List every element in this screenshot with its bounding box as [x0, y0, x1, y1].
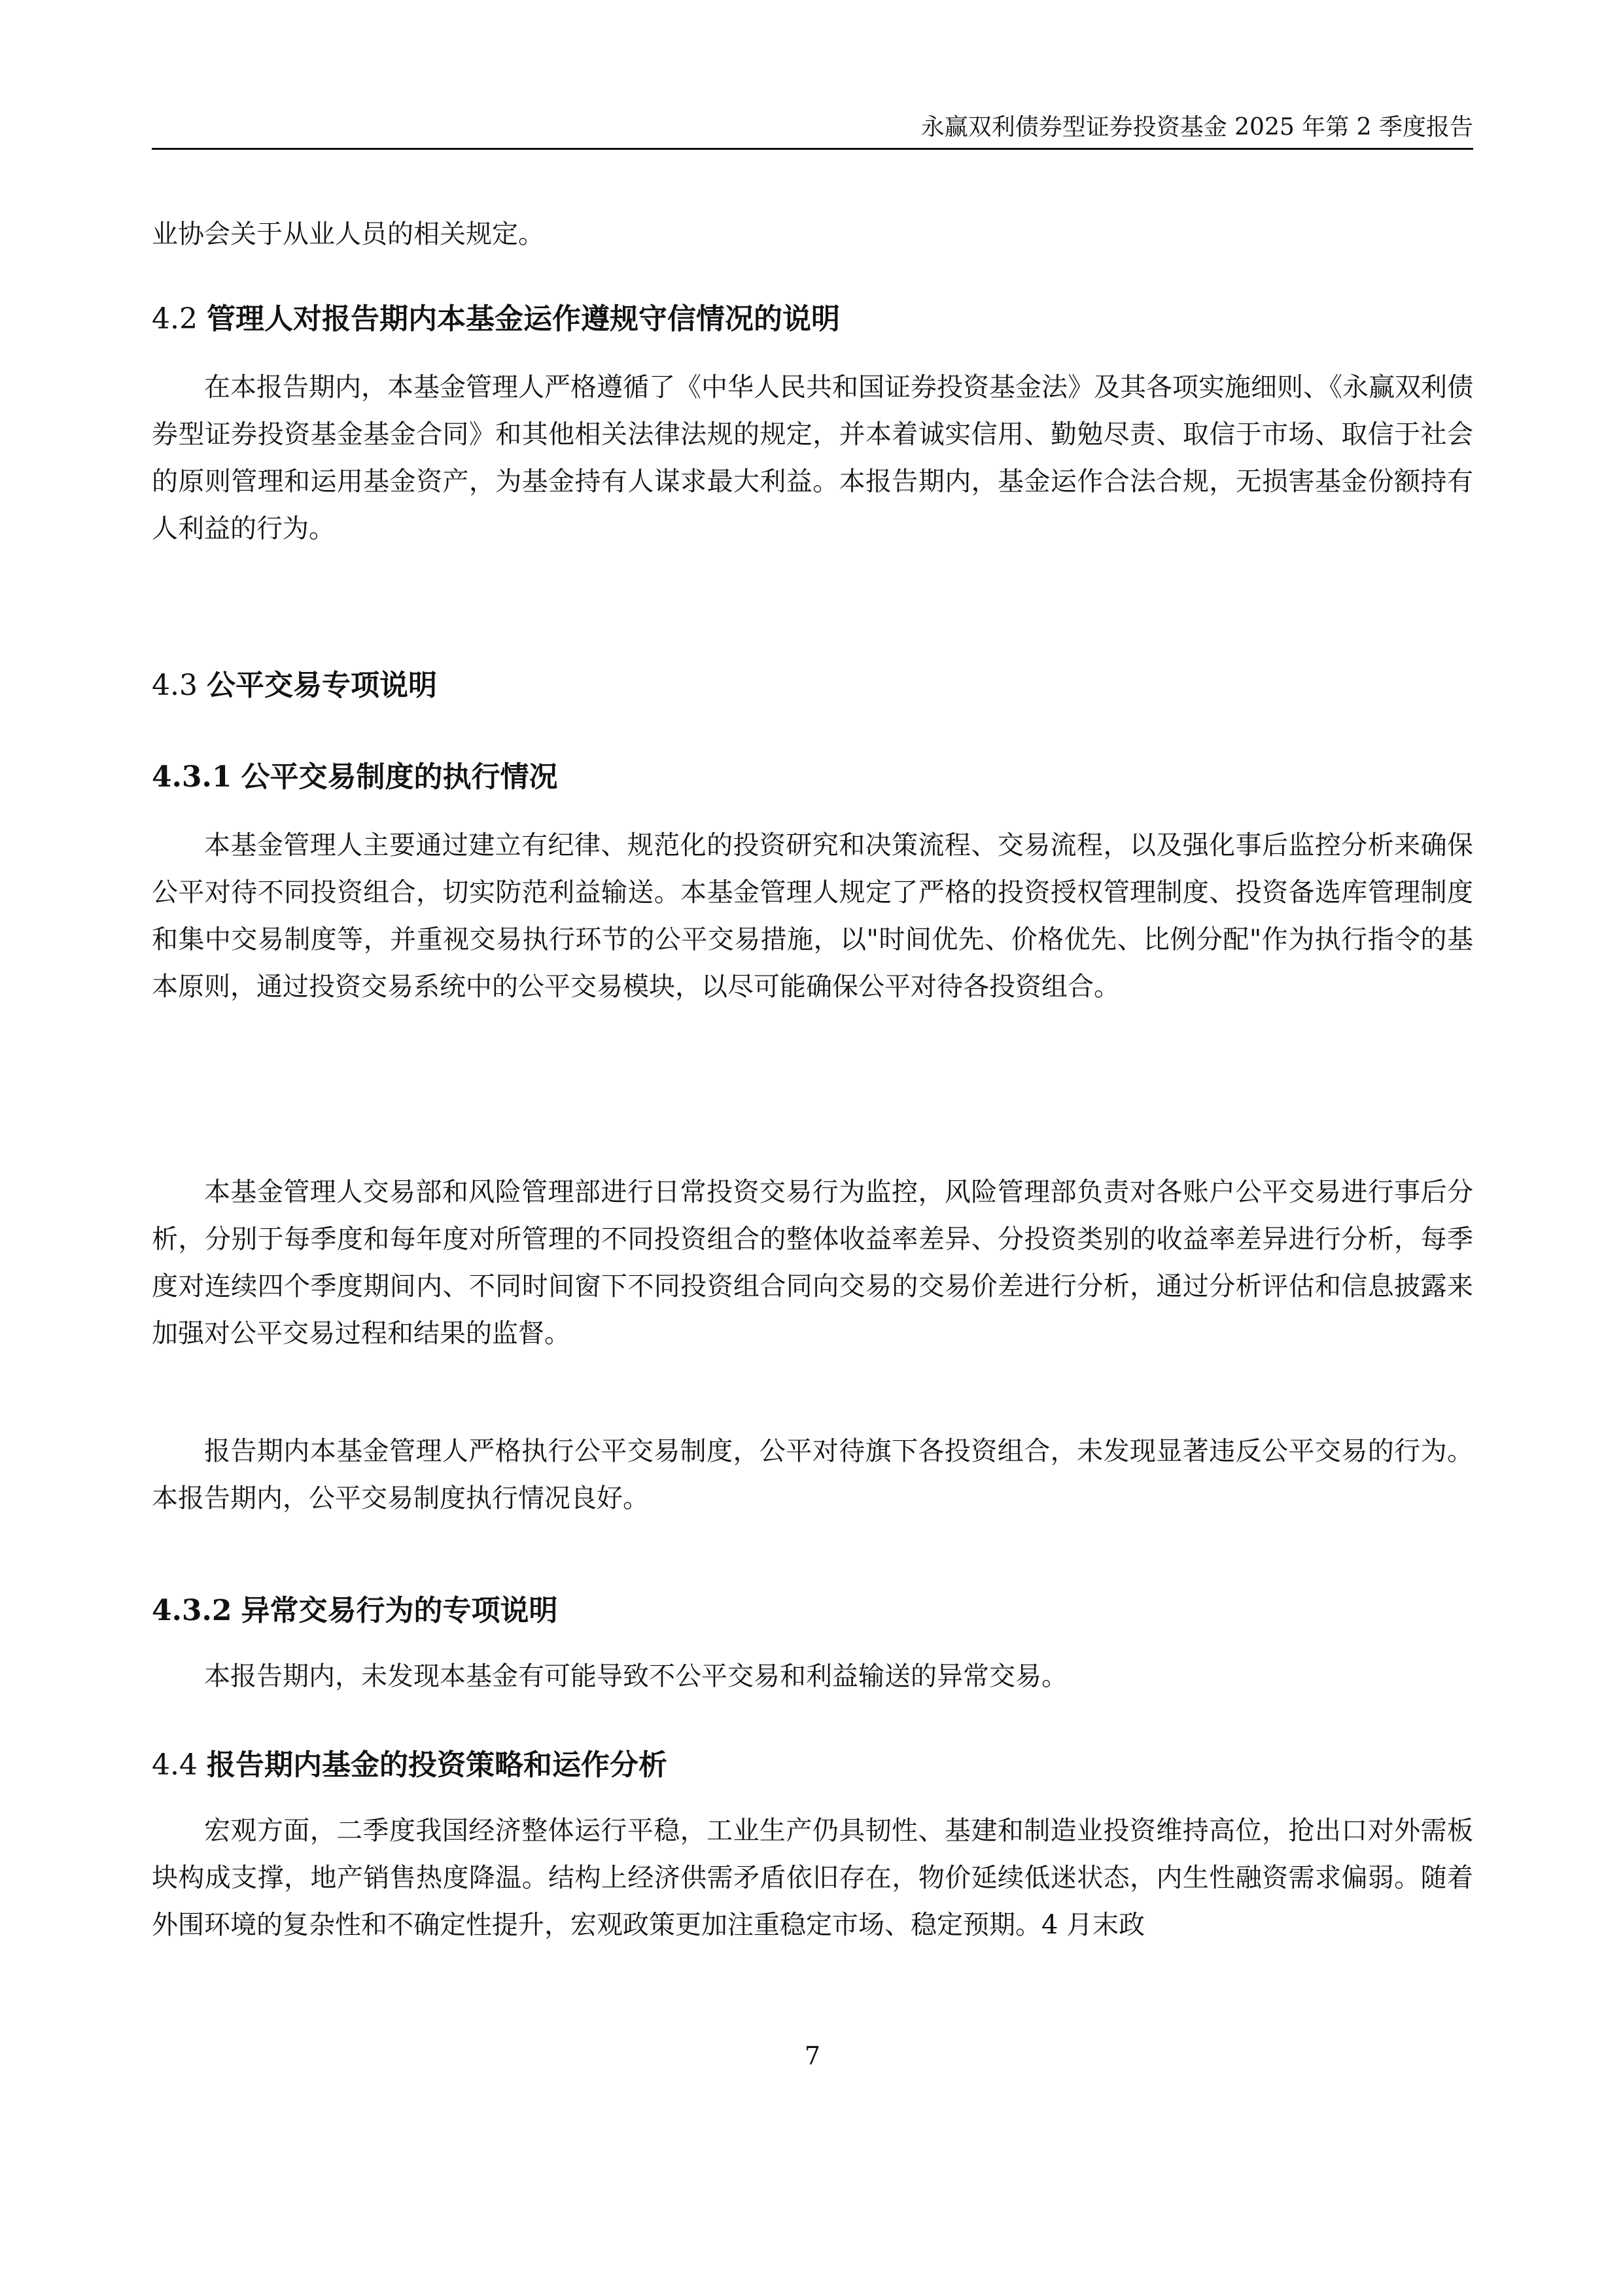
- paragraph-4-2-compliance: 在本报告期内，本基金管理人严格遵循了《中华人民共和国证券投资基金法》及其各项实施细则、《永赢双利债券型证券投资基金基金合同》和其他相关法律法规的规定，并本着诚实信用、勤勉尽责、取信于市场、取信于社会的原则管理和运用基金资产，为基金持有人谋求最大利益。本报告期内，基金运作合法合规，无损害基金份额持有人利益的行为。: [152, 372, 1473, 544]
- paragraph-4-3-2-abnormal: 本报告期内，未发现本基金有可能导致不公平交易和利益输送的异常交易。: [204, 1661, 1068, 1691]
- section-title: 报告期内基金的投资策略和运作分析: [206, 1748, 667, 1782]
- paragraph-4-3-1-conclusion: 报告期内本基金管理人严格执行公平交易制度，公平对待旗下各投资组合，未发现显著违反公平交易的行为。本报告期内，公平交易制度执行情况良好。: [152, 1436, 1473, 1513]
- section-number: 4.3.2: [152, 1594, 232, 1627]
- section-title: 公平交易制度的执行情况: [241, 760, 558, 794]
- section-heading-4-3: [152, 666, 1473, 705]
- page-number: 7: [804, 2041, 821, 2070]
- section-number: 4.3: [152, 669, 198, 702]
- section-title: 异常交易行为的专项说明: [241, 1594, 558, 1627]
- continuation-paragraph: 业协会关于从业人员的相关规定。: [152, 219, 544, 249]
- section-title: 公平交易专项说明: [206, 669, 437, 702]
- section-number: 4.3.1: [152, 760, 232, 794]
- section-heading-4-3-2: [152, 1591, 1473, 1631]
- running-header: 永赢双利债券型证券投资基金 2025 年第 2 季度报告: [920, 114, 1473, 141]
- section-title: 管理人对报告期内本基金运作遵规守信情况的说明: [206, 302, 840, 336]
- section-number: 4.4: [152, 1748, 198, 1782]
- section-heading-4-4: [152, 1746, 1473, 1785]
- section-heading-4-2: [152, 300, 1473, 339]
- section-heading-4-3-1: [152, 758, 1473, 797]
- section-number: 4.2: [152, 302, 198, 336]
- header-divider: [152, 148, 1473, 150]
- paragraph-4-3-1-monitoring: 本基金管理人交易部和风险管理部进行日常投资交易行为监控，风险管理部负责对各账户公平交易进行事后分析，分别于每季度和每年度对所管理的不同投资组合的整体收益率差异、分投资类别的收益率差异进行分析，每季度对连续四个季度期间内、不同时间窗下不同投资组合同向交易的交易价差进行分析，通过分析评估和信息披露来加强对公平交易过程和结果的监督。: [152, 1177, 1473, 1349]
- paragraph-4-3-1-system: 本基金管理人主要通过建立有纪律、规范化的投资研究和决策流程、交易流程，以及强化事后监控分析来确保公平对待不同投资组合，切实防范利益输送。本基金管理人规定了严格的投资授权管理制度、投资备选库管理制度和集中交易制度等，并重视交易执行环节的公平交易措施，以"时间优先、价格优先、比例分配"作为执行指令的基本原则，通过投资交易系统中的公平交易模块，以尽可能确保公平对待各投资组合。: [152, 830, 1473, 1002]
- paragraph-4-4-macro: 宏观方面，二季度我国经济整体运行平稳，工业生产仍具韧性、基建和制造业投资维持高位，抢出口对外需板块构成支撑，地产销售热度降温。结构上经济供需矛盾依旧存在，物价延续低迷状态，内生性融资需求偏弱。随着外围环境的复杂性和不确定性提升，宏观政策更加注重稳定市场、稳定预期。4 月末政: [152, 1816, 1473, 1940]
